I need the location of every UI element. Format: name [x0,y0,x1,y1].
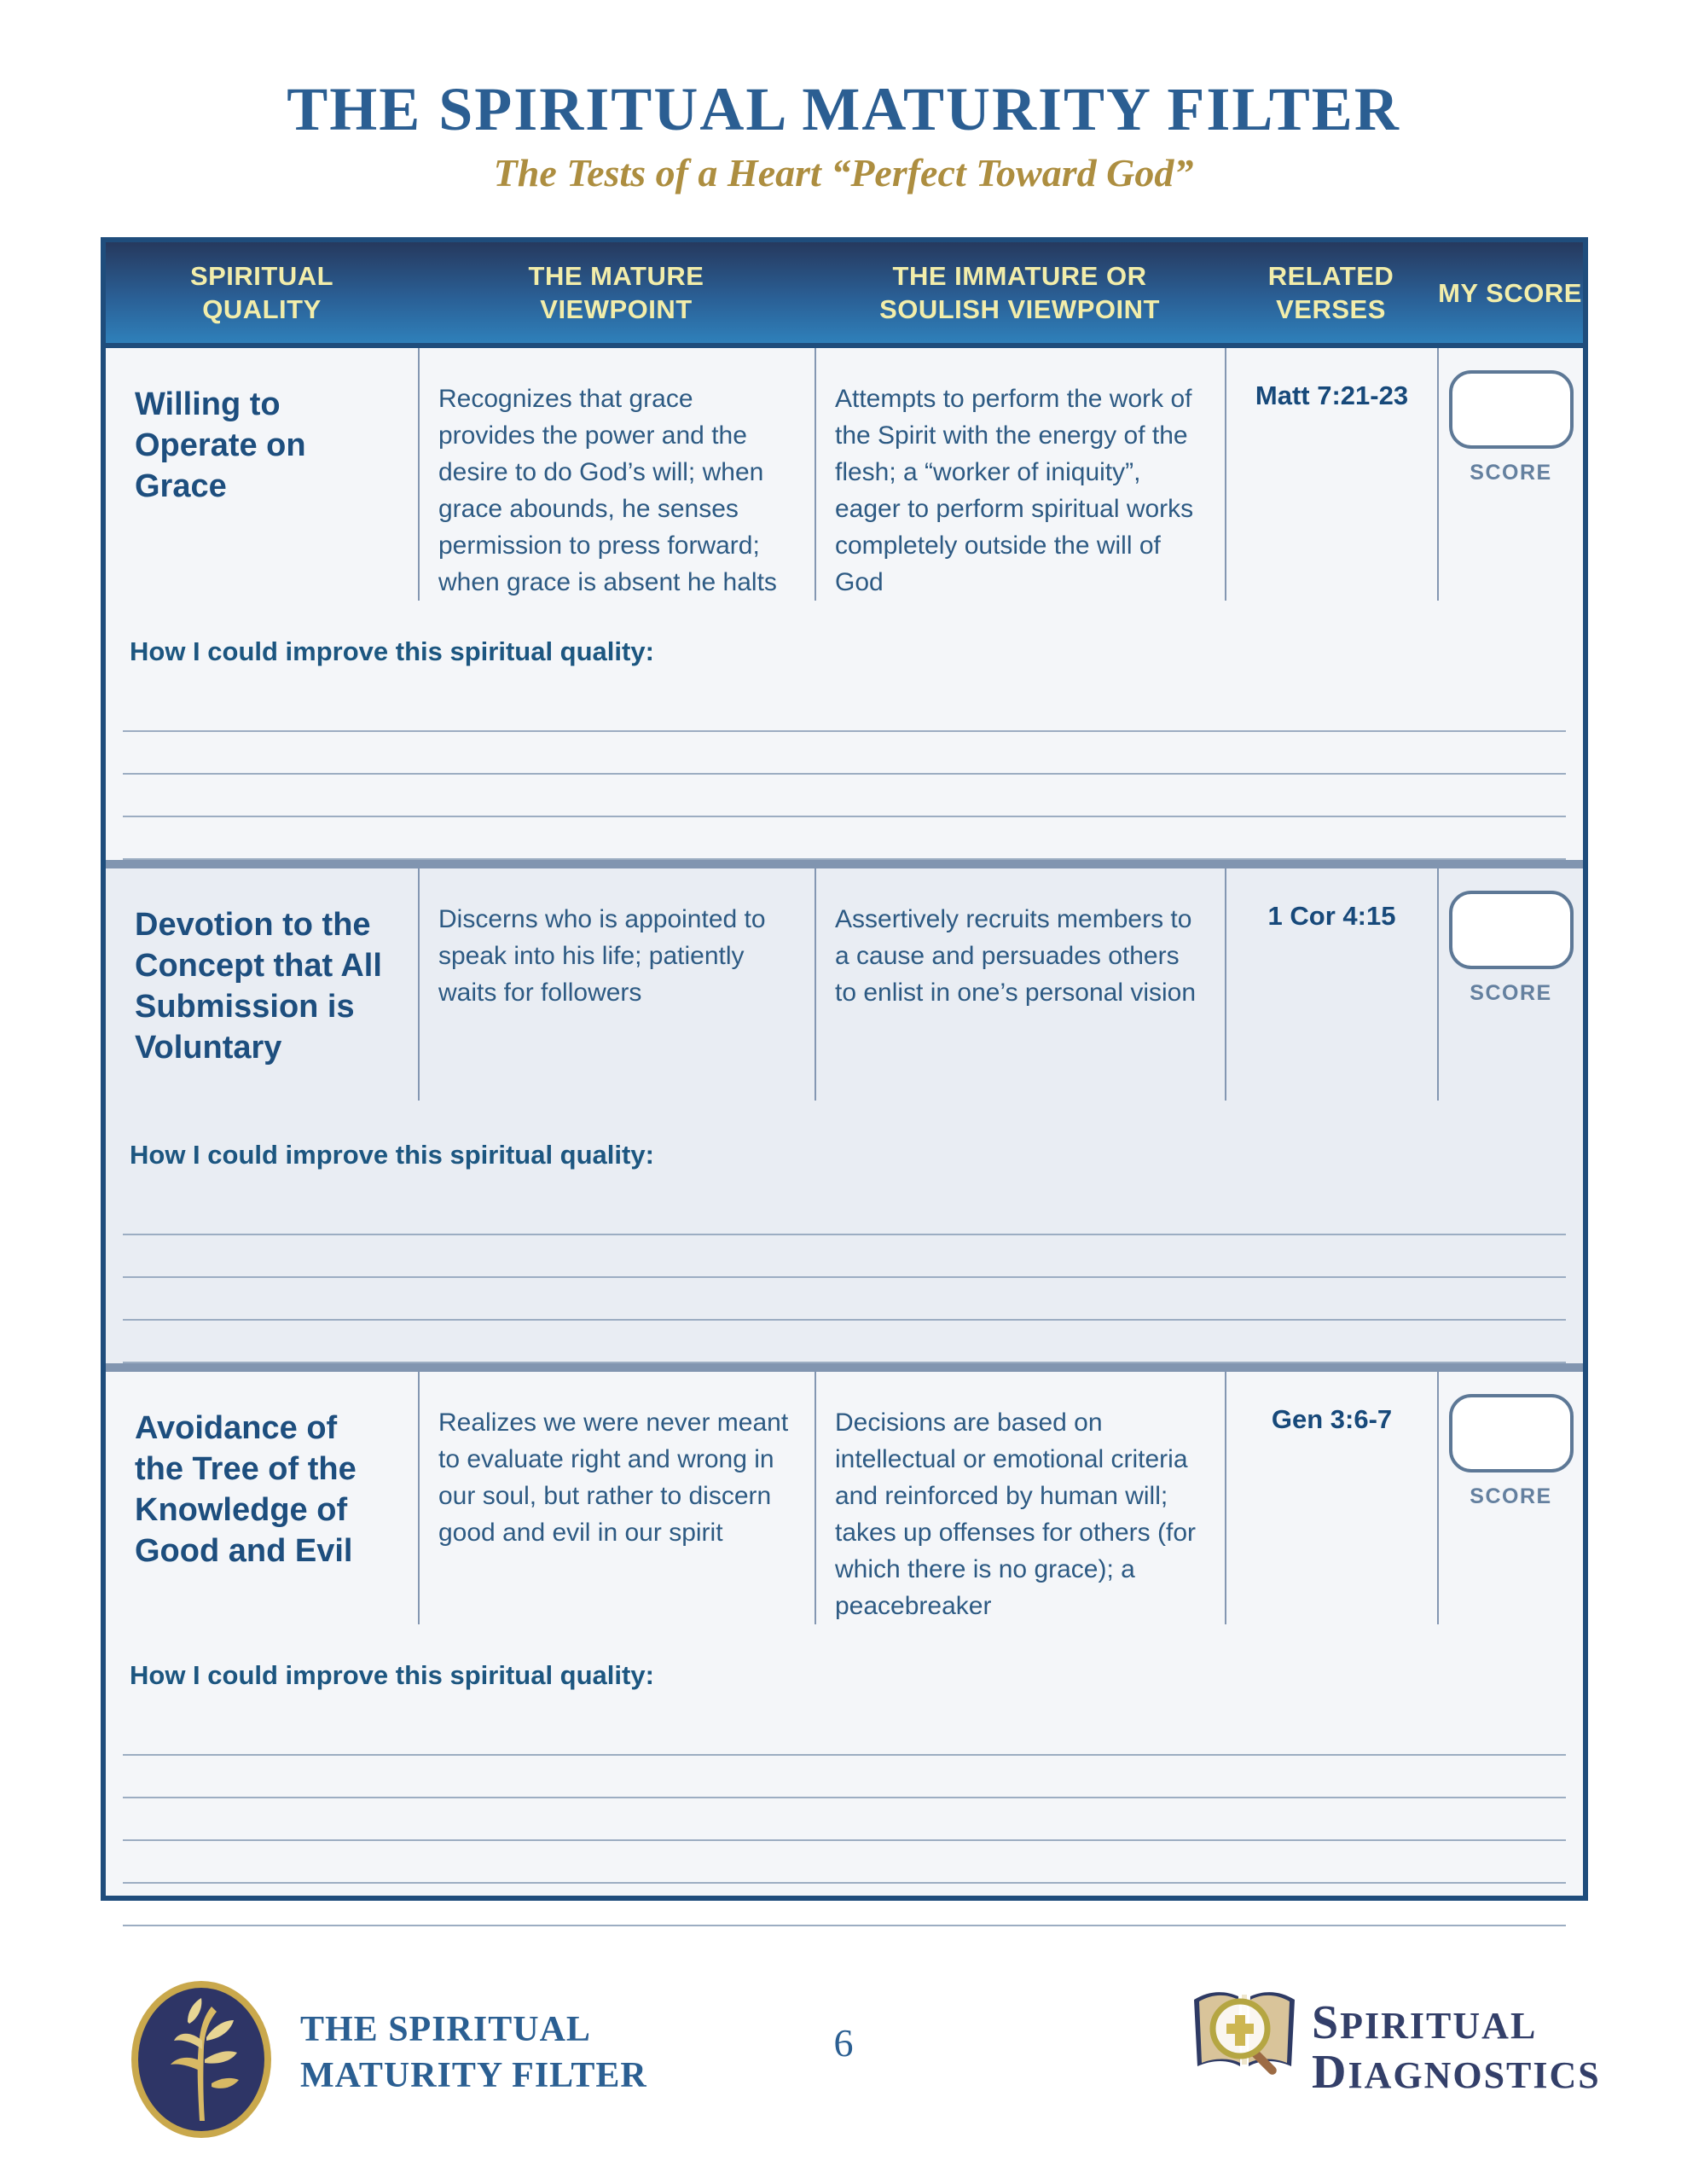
section-willing-to-operate-on-grace [106,348,1583,860]
mature-cell [418,868,815,1101]
header-label: SPIRITUAL QUALITY [189,261,334,324]
writing-line[interactable] [123,775,1566,817]
header-spiritual-quality [106,242,418,343]
mature-text: Realizes we were never meant to evaluate right and wrong in our soul, but rather to discern good and evil in our spirit [438,1409,789,1547]
page-title: THE SPIRITUAL MATURITY FILTER [287,75,1400,143]
immature-text: Attempts to perform the work of the Spirit with the energy of the flesh; a “worker of iniquity”, eager to perform spiritual works completely outside the will of God [835,385,1194,596]
section-divider [106,860,1583,868]
writing-line[interactable] [123,1321,1566,1363]
improve-label: How I could improve this spiritual quality: [130,636,654,666]
immature-text: Assertively recruits members to a cause and persuades others to enlist in one’s personal vision [835,905,1197,1007]
writing-line[interactable] [123,1798,1566,1841]
score-label: SCORE [1470,1484,1552,1508]
book-magnifier-logo-icon [1187,1984,1301,2100]
verse-reference: Matt 7:21-23 [1255,380,1409,410]
verse-reference: Gen 3:6-7 [1271,1404,1393,1434]
writing-line[interactable] [123,732,1566,775]
section-avoidance-tree-knowledge [106,1372,1583,1926]
improve-label: How I could improve this spiritual quality: [130,1140,654,1170]
immature-text: Decisions are based on intellectual or emotional criteria and reinforced by human will; takes up offenses for others (for which there is no grace); a peacebreaker [835,1409,1197,1620]
quality-cell [106,868,418,1101]
writing-line[interactable] [123,1278,1566,1321]
header-my-score [1437,242,1583,343]
page-subtitle: The Tests of a Heart “Perfect Toward God” [493,151,1194,195]
immature-cell [815,1372,1225,1624]
quality-title: Devotion to the Concept that All Submission is Voluntary [135,907,382,1066]
page-number: 6 [833,2021,854,2065]
writing-lines [123,1193,1566,1363]
immature-cell [815,348,1225,601]
mature-cell [418,348,815,601]
writing-line[interactable] [123,817,1566,860]
header-label: MY SCORE [1438,277,1582,308]
writing-line[interactable] [123,1884,1566,1926]
section-devotion-submission-voluntary [106,868,1583,1363]
table-header-row [106,242,1583,348]
writing-lines [123,1713,1566,1926]
writing-line[interactable] [123,1193,1566,1235]
score-label: SCORE [1470,461,1552,485]
verses-cell [1225,1372,1437,1624]
header-mature-viewpoint [418,242,815,343]
writing-line[interactable] [123,689,1566,732]
footer-left-title-line2: MATURITY FILTER [300,2056,647,2095]
header-immature-viewpoint [815,242,1225,343]
verses-cell [1225,868,1437,1101]
title-block [0,75,1687,195]
quality-title: Willing to Operate on Grace [135,386,306,504]
verse-reference: 1 Cor 4:15 [1267,901,1396,931]
writing-line[interactable] [123,1841,1566,1884]
quality-title: Avoidance of the Tree of the Knowledge of Good and Evil [135,1410,357,1569]
writing-lines [123,689,1566,860]
score-input-box[interactable] [1449,370,1574,449]
header-label: RELATED VERSES [1267,261,1394,324]
writing-line[interactable] [123,1756,1566,1798]
score-input-box[interactable] [1449,1394,1574,1472]
writing-line[interactable] [123,1235,1566,1278]
table-row [106,348,1583,597]
header-label: THE IMMATURE OR SOULISH VIEWPOINT [879,261,1160,324]
header-label: THE MATURE VIEWPOINT [528,261,704,324]
section-divider [106,1363,1583,1372]
mature-text: Recognizes that grace provides the power and the desire to do God’s will; when grace abounds, he senses permission to press forward; when grace is absent he halts [438,385,777,596]
score-cell [1437,348,1583,601]
table-row [106,1372,1583,1621]
quality-cell [106,348,418,601]
worksheet-table [101,237,1588,1901]
score-cell [1437,1372,1583,1624]
mature-text: Discerns who is appointed to speak into his life; patiently waits for followers [438,905,766,1007]
header-related-verses [1225,242,1437,343]
footer-right-title-line1: SPIRITUAL [1312,1996,1538,2049]
improve-label: How I could improve this spiritual quality: [130,1660,654,1690]
score-input-box[interactable] [1449,891,1574,969]
score-cell [1437,868,1583,1101]
verses-cell [1225,348,1437,601]
immature-cell [815,868,1225,1101]
footer-right-title-line2: DIAGNOSTICS [1312,2046,1601,2099]
quality-cell [106,1372,418,1624]
score-label: SCORE [1470,981,1552,1005]
writing-line[interactable] [123,1713,1566,1756]
table-row [106,868,1583,1101]
footer-right-title [1312,1996,1601,2099]
mature-cell [418,1372,815,1624]
footer-left-title-line1: THE SPIRITUAL [300,2010,591,2049]
